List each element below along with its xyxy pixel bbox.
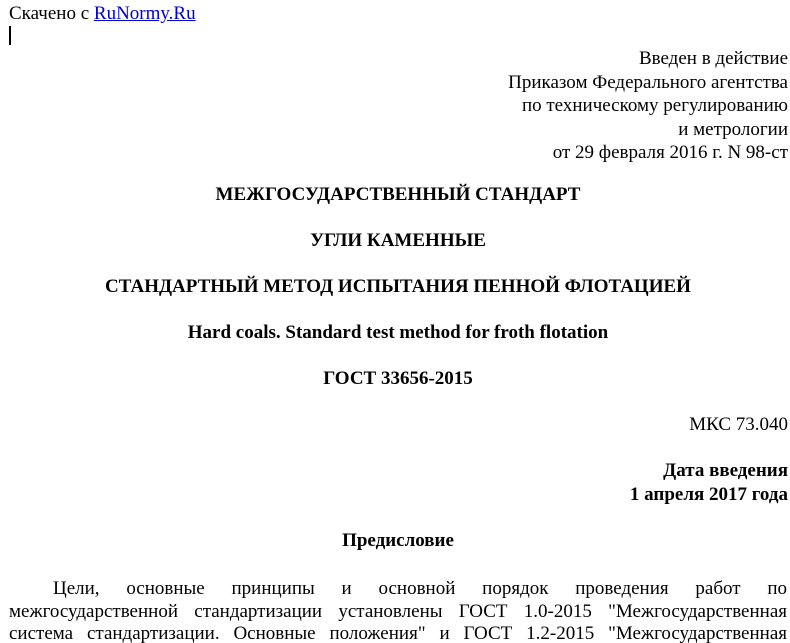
enactment-block [508, 47, 788, 165]
method-heading: СТАНДАРТНЫЙ МЕТОД ИСПЫТАНИЯ ПЕННОЙ ФЛОТАЦИЕЙ [105, 276, 691, 297]
preface-paragraph [9, 578, 787, 643]
paragraph-line: Цели, основные принципы и основной порядок проведения работ по [53, 578, 787, 599]
preface-heading: Предисловие [342, 530, 454, 551]
date-value: 1 апреля 2017 года [629, 484, 788, 505]
source-link[interactable]: RuNormy.Ru [93, 3, 196, 24]
enactment-line: от 29 февраля 2016 г. N 98-ст [552, 142, 788, 163]
enactment-line: по техническому регулированию [521, 95, 788, 116]
english-title: Hard coals. Standard test method for froth flotation [187, 322, 609, 343]
paragraph-line: межгосударственной стандартизации установлены ГОСТ 1.0-2015 "Межгосударственная [9, 600, 787, 622]
source-line [9, 3, 196, 24]
mks-code: МКС 73.040 [689, 414, 788, 435]
text-cursor [9, 26, 11, 45]
source-prefix: Скачено с [9, 3, 94, 24]
gost-number: ГОСТ 33656-2015 [323, 368, 473, 389]
subject-heading: УГЛИ КАМЕННЫЕ [310, 230, 486, 251]
date-label: Дата введения [663, 460, 788, 481]
paragraph-line: система стандартизации. Основные положения" и ГОСТ 1.2-2015 "Межгосударственная [9, 623, 787, 643]
enactment-line: и метрологии [678, 118, 788, 140]
enactment-line: Приказом Федерального агентства [508, 71, 788, 93]
standard-type-heading: МЕЖГОСУДАРСТВЕННЫЙ СТАНДАРТ [215, 184, 581, 205]
enactment-line: Введен в действие [638, 48, 788, 69]
